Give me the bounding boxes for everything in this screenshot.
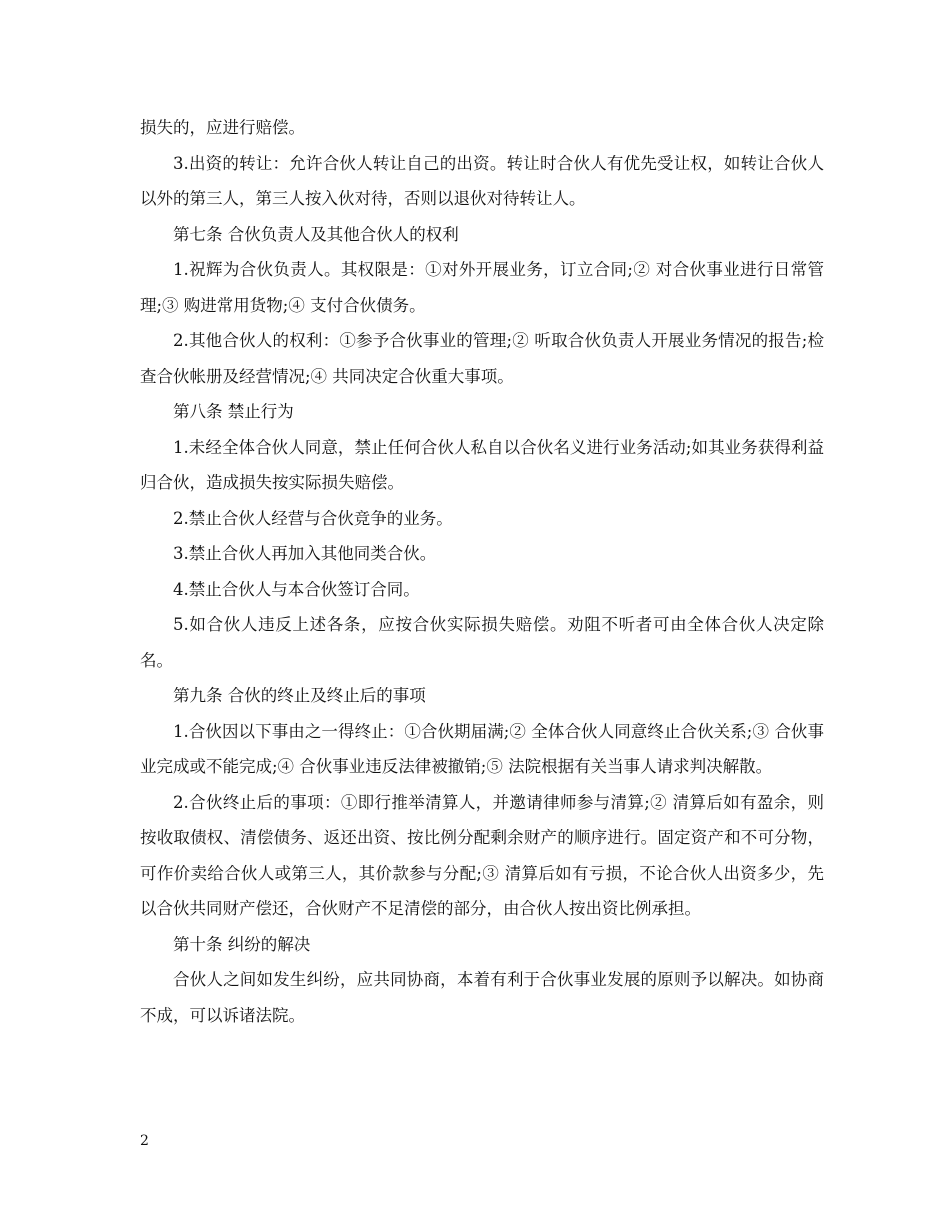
- page-number: 2: [140, 1133, 149, 1149]
- article-10-heading: 第十条 纠纷的解决: [173, 934, 311, 954]
- paragraph-article-8-item-3: 3.禁止合伙人再加入其他同类合伙。: [173, 544, 437, 563]
- article-8-heading: 第八条 禁止行为: [173, 402, 294, 421]
- paragraph-continuation: 损失的，应进行赔偿。: [140, 118, 305, 137]
- paragraph-article-8-item-2: 2.禁止合伙人经营与合伙竞争的业务。: [173, 508, 453, 528]
- paragraph-article-8-item-4: 4.禁止合伙人与本合伙签订合同。: [173, 579, 420, 599]
- paragraph-article-8-item-1: 1.未经全体合伙人同意，禁止任何合伙人私自以合伙名义进行业务活动;如其业务获得利益归合伙，造成损失按实际损失赔偿。: [140, 437, 824, 492]
- paragraph-article-7-item-2: 2.其他合伙人的权利：①参予合伙事业的管理;② 听取合伙负责人开展业务情况的报告;检查合伙帐册及经营情况;④ 共同决定合伙重大事项。: [140, 331, 824, 386]
- paragraph-capital-transfer: 3.出资的转让：允许合伙人转让自己的出资。转让时合伙人有优先受让权，如转让合伙人以外的第三人，第三人按入伙对待，否则以退伙对待转让人。: [140, 153, 824, 208]
- paragraph-article-9-item-1: 1.合伙因以下事由之一得终止：①合伙期届满;② 全体合伙人同意终止合伙关系;③ 合伙事业完成或不能完成;④ 合伙事业违反法律被撤销;⑤ 法院根据有关当事人请求判决解散。: [140, 721, 824, 776]
- article-9-heading: 第九条 合伙的终止及终止后的事项: [173, 686, 426, 705]
- paragraph-article-9-item-2: 2.合伙终止后的事项：①即行推举清算人，并邀请律师参与清算;② 清算后如有盈余，则按收取债权、清偿债务、返还出资、按比例分配剩余财产的顺序进行。固定资产和不可分物，可作价卖给合伙人或第三人，其价款参与分配;③ 清算后如有亏损，不论合伙人出资多少，先以合伙共同财产偿还，合伙财产不足清偿的部分，由合伙人按出资比例承担。: [140, 792, 824, 918]
- article-7-heading: 第七条 合伙负责人及其他合伙人的权利: [173, 224, 459, 244]
- document-body: [140, 110, 824, 1033]
- paragraph-article-10-body: 合伙人之间如发生纠纷，应共同协商，本着有利于合伙事业发展的原则予以解决。如协商不成，可以诉诸法院。: [140, 970, 824, 1025]
- paragraph-article-8-item-5: 5.如合伙人违反上述各条，应按合伙实际损失赔偿。劝阻不听者可由全体合伙人决定除名。: [140, 615, 824, 670]
- paragraph-article-7-item-1: 1.祝辉为合伙负责人。其权限是：①对外开展业务，订立合同;② 对合伙事业进行日常管理;③ 购进常用货物;④ 支付合伙债务。: [140, 260, 824, 315]
